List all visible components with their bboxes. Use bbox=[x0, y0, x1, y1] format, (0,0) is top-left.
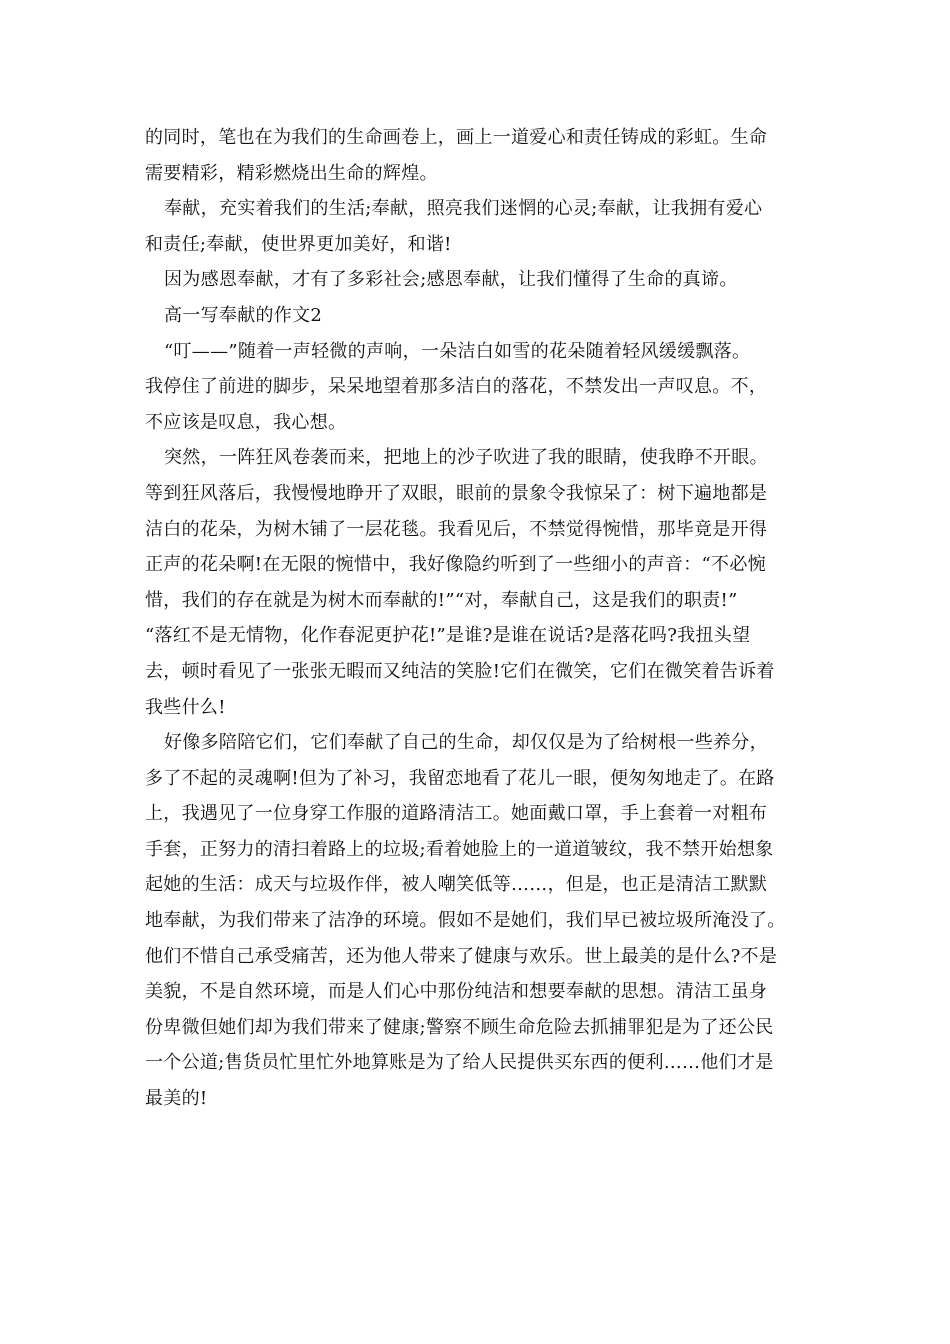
text-line: 正声的花朵啊!在无限的惋惜中，我好像隐约听到了一些细小的声音：“不必惋 bbox=[145, 554, 766, 576]
text-line: 地奉献，为我们带来了洁净的环境。假如不是她们，我们早已被垃圾所淹没了。 bbox=[145, 910, 786, 932]
text-line: 需要精彩，精彩燃烧出生命的辉煌。 bbox=[145, 162, 438, 184]
text-line: 等到狂风落后，我慢慢地睁开了双眼，眼前的景象令我惊呆了：树下遍地都是 bbox=[145, 482, 768, 504]
text-line: 好像多陪陪它们，它们奉献了自己的生命，却仅仅是为了给树根一些养分， bbox=[164, 732, 768, 754]
text-line: “落红不是无情物，化作春泥更护花!”是谁?是谁在说话?是落花吗?我扭头望 bbox=[145, 625, 751, 647]
text-line: 不应该是叹息，我心想。 bbox=[145, 411, 347, 433]
essay-body bbox=[145, 120, 815, 1117]
text-line: 突然，一阵狂风卷袭而来，把地上的沙子吹进了我的眼睛，使我睁不开眼。 bbox=[164, 447, 768, 469]
text-line: 他们不惜自己承受痛苦，还为他人带来了健康与欢乐。世上最美的是什么?不是 bbox=[145, 945, 778, 967]
text-line: 洁白的花朵，为树木铺了一层花毯。我看见后，不禁觉得惋惜，那毕竟是开得 bbox=[145, 518, 768, 540]
text-line: 的同时，笔也在为我们的生命画卷上，画上一道爱心和责任铸成的彩虹。生命 bbox=[145, 127, 768, 148]
text-line: 手套，正努力的清扫着路上的垃圾;看着她脸上的一道道皱纹，我不禁开始想象 bbox=[145, 838, 774, 860]
text-line: 多了不起的灵魂啊!但为了补习，我留恋地看了花儿一眼，便匆匆地走了。在路 bbox=[145, 767, 775, 789]
text-line: 奉献，充实着我们的生活;奉献，照亮我们迷惘的心灵;奉献，让我拥有爱心 bbox=[164, 198, 763, 220]
text-line: 起她的生活：成天与垃圾作伴，被人嘲笑低等……，但是，也正是清洁工默默 bbox=[145, 874, 768, 896]
text-line: 最美的! bbox=[145, 1088, 208, 1110]
text-line: 美貌，不是自然环境，而是人们心中那份纯洁和想要奉献的思想。清洁工虽身 bbox=[145, 981, 768, 1003]
text-line: 我些什么! bbox=[145, 696, 226, 718]
text-line: 上，我遇见了一位身穿工作服的道路清洁工。她面戴口罩，手上套着一对粗布 bbox=[145, 803, 768, 825]
text-line: 和责任;奉献，使世界更加美好，和谐! bbox=[145, 233, 452, 255]
text-line: 因为感恩奉献，才有了多彩社会;感恩奉献，让我们懂得了生命的真谛。 bbox=[164, 269, 738, 291]
text-line: 惜，我们的存在就是为树木而奉献的!”“对，奉献自己，这是我们的职责!” bbox=[145, 589, 738, 611]
text-line: 高一写奉献的作文2 bbox=[164, 304, 323, 326]
text-line: 一个公道;售货员忙里忙外地算账是为了给人民提供买东西的便利……他们才是 bbox=[145, 1052, 774, 1074]
text-line: 去，顿时看见了一张张无暇而又纯洁的笑脸!它们在微笑，它们在微笑着告诉着 bbox=[145, 660, 775, 682]
text-line: “叮——”随着一声轻微的声响，一朵洁白如雪的花朵随着轻风缓缓飘落。 bbox=[164, 340, 751, 362]
text-line: 我停住了前进的脚步，呆呆地望着那多洁白的落花，不禁发出一声叹息。不， bbox=[145, 376, 768, 398]
text-line: 份卑微但她们却为我们带来了健康;警察不顾生命危险去抓捕罪犯是为了还公民 bbox=[145, 1016, 774, 1038]
